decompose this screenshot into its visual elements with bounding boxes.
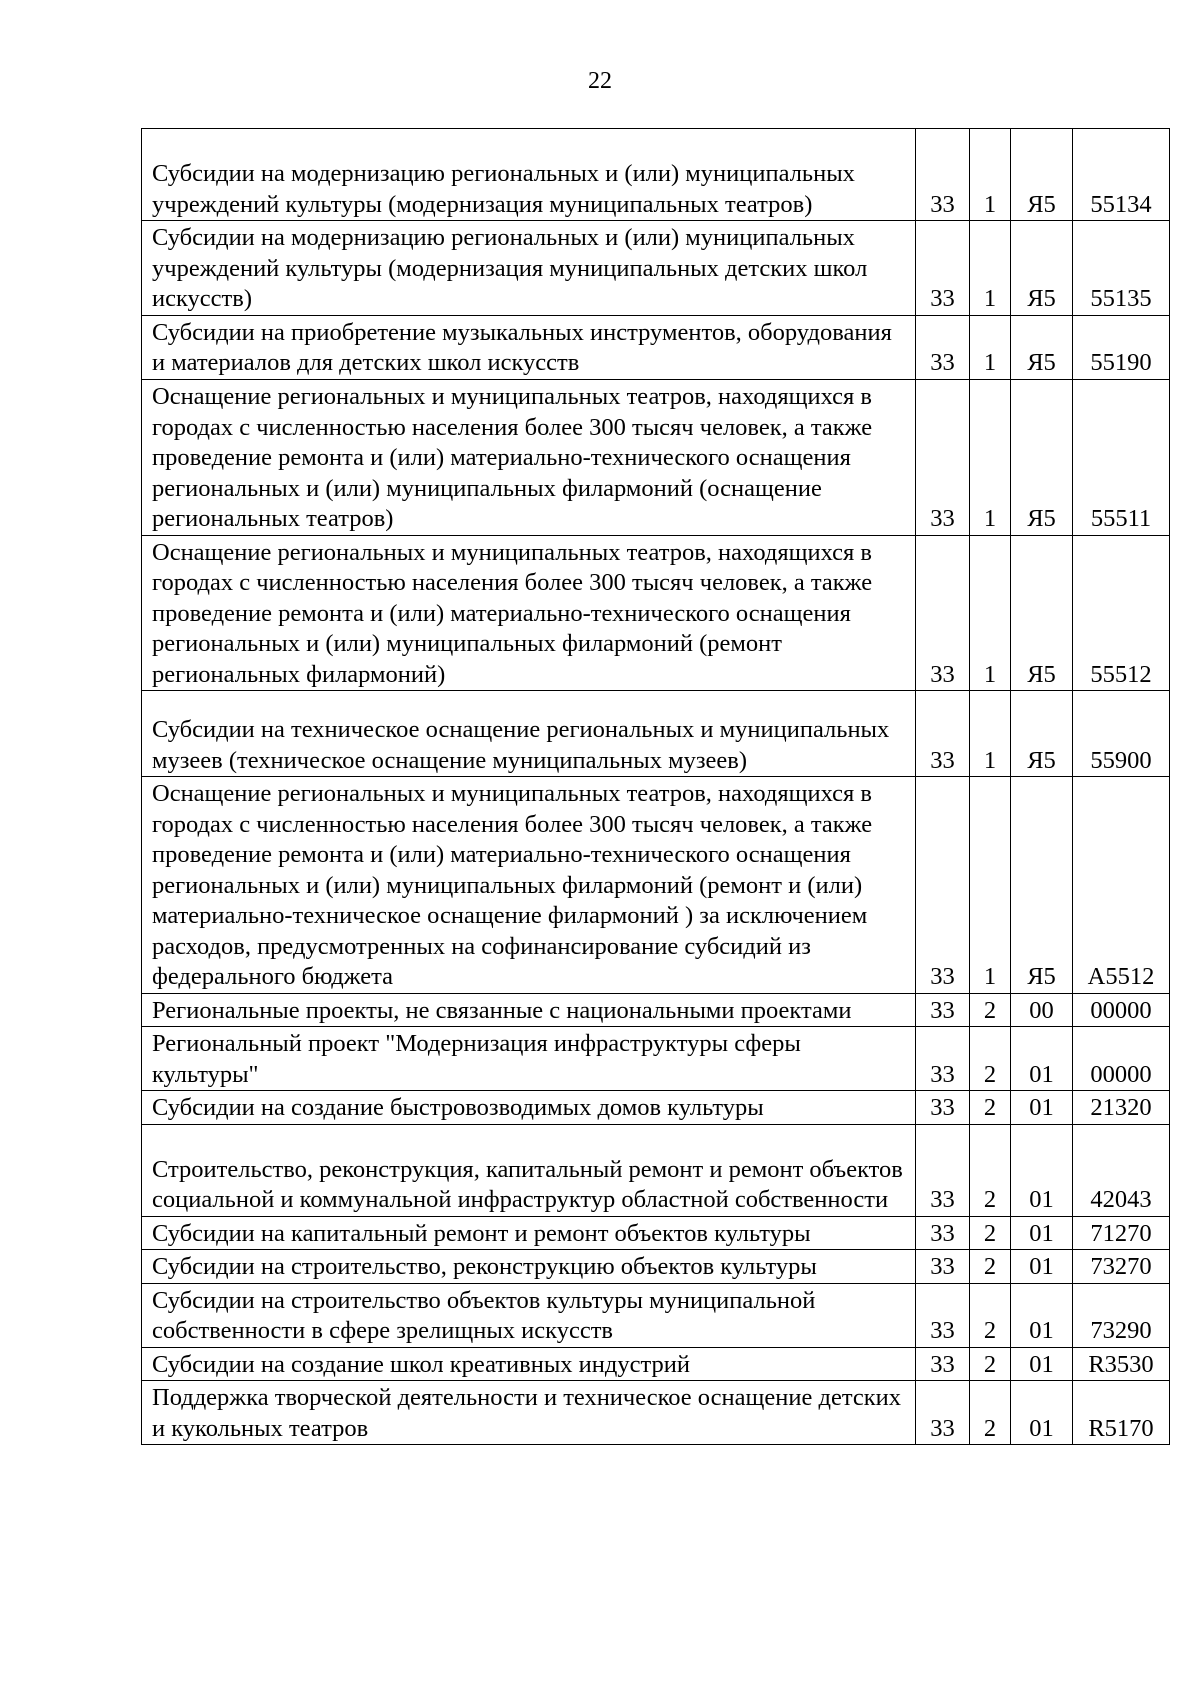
budget-classification-table: [141, 128, 1170, 1445]
direction-code: 00: [1011, 993, 1073, 1027]
table-row: [142, 1283, 1170, 1347]
expense-code: 55190: [1073, 315, 1170, 379]
table-row: [142, 379, 1170, 535]
expense-code: 00000: [1073, 993, 1170, 1027]
row-name: Субсидии на модернизацию региональных и (или) муниципальных учреждений культуры (модернизация муниципальных детских школ искусств): [142, 221, 916, 316]
program-code: 33: [916, 379, 970, 535]
row-name: Субсидии на приобретение музыкальных инструментов, оборудования и материалов для детских школ искусств: [142, 315, 916, 379]
row-name: Субсидии на создание школ креативных индустрий: [142, 1347, 916, 1381]
program-code: 33: [916, 1027, 970, 1091]
program-code: 33: [916, 1381, 970, 1445]
program-code: 33: [916, 1091, 970, 1125]
expense-code: 55900: [1073, 691, 1170, 777]
row-name: Строительство, реконструкция, капитальный ремонт и ремонт объектов социальной и коммунальной инфраструктур областной собственности: [142, 1124, 916, 1216]
subprogram-code: 2: [970, 1216, 1011, 1250]
direction-code: 01: [1011, 1027, 1073, 1091]
subprogram-code: 1: [970, 777, 1011, 994]
program-code: 33: [916, 1216, 970, 1250]
subprogram-code: 1: [970, 315, 1011, 379]
table-row: [142, 1027, 1170, 1091]
program-code: 33: [916, 1250, 970, 1284]
table-row: [142, 993, 1170, 1027]
subprogram-code: 1: [970, 535, 1011, 691]
direction-code: Я5: [1011, 691, 1073, 777]
direction-code: 01: [1011, 1283, 1073, 1347]
expense-code: 73270: [1073, 1250, 1170, 1284]
table-row: [142, 1216, 1170, 1250]
row-name: Субсидии на строительство, реконструкцию объектов культуры: [142, 1250, 916, 1284]
subprogram-code: 2: [970, 1283, 1011, 1347]
expense-code: 00000: [1073, 1027, 1170, 1091]
direction-code: 01: [1011, 1124, 1073, 1216]
direction-code: Я5: [1011, 535, 1073, 691]
direction-code: Я5: [1011, 221, 1073, 316]
subprogram-code: 1: [970, 129, 1011, 221]
table-row: [142, 777, 1170, 994]
row-name: Оснащение региональных и муниципальных театров, находящихся в городах с численностью населения более 300 тысяч человек, а также проведение ремонта и (или) материально-технического оснащения региональных и (или) муниципальных филармоний (ремонт региональных филармоний): [142, 535, 916, 691]
subprogram-code: 2: [970, 1091, 1011, 1125]
subprogram-code: 1: [970, 379, 1011, 535]
direction-code: Я5: [1011, 129, 1073, 221]
direction-code: 01: [1011, 1381, 1073, 1445]
expense-code: 73290: [1073, 1283, 1170, 1347]
expense-code: 42043: [1073, 1124, 1170, 1216]
subprogram-code: 1: [970, 691, 1011, 777]
subprogram-code: 2: [970, 1027, 1011, 1091]
subprogram-code: 2: [970, 1250, 1011, 1284]
row-name: Поддержка творческой деятельности и техническое оснащение детских и кукольных театров: [142, 1381, 916, 1445]
direction-code: Я5: [1011, 315, 1073, 379]
row-name: Оснащение региональных и муниципальных театров, находящихся в городах с численностью населения более 300 тысяч человек, а также проведение ремонта и (или) материально-технического оснащения региональных и (или) муниципальных филармоний (ремонт и (или) материально-техническое оснащение филармоний ) за исключением расходов, предусмотренных на софинансирование субсидий из федерального бюджета: [142, 777, 916, 994]
row-name: Оснащение региональных и муниципальных театров, находящихся в городах с численностью населения более 300 тысяч человек, а также проведение ремонта и (или) материально-технического оснащения региональных и (или) муниципальных филармоний (оснащение региональных театров): [142, 379, 916, 535]
program-code: 33: [916, 221, 970, 316]
table-row: [142, 691, 1170, 777]
expense-code: 55511: [1073, 379, 1170, 535]
row-name: Субсидии на капитальный ремонт и ремонт объектов культуры: [142, 1216, 916, 1250]
expense-code: 55135: [1073, 221, 1170, 316]
row-name: Субсидии на строительство объектов культуры муниципальной собственности в сфере зрелищных искусств: [142, 1283, 916, 1347]
direction-code: 01: [1011, 1250, 1073, 1284]
table-row: [142, 1250, 1170, 1284]
subprogram-code: 1: [970, 221, 1011, 316]
expense-code: 55512: [1073, 535, 1170, 691]
program-code: 33: [916, 777, 970, 994]
program-code: 33: [916, 993, 970, 1027]
table-row: [142, 535, 1170, 691]
direction-code: Я5: [1011, 379, 1073, 535]
subprogram-code: 2: [970, 1124, 1011, 1216]
program-code: 33: [916, 535, 970, 691]
program-code: 33: [916, 1283, 970, 1347]
program-code: 33: [916, 691, 970, 777]
table-row: [142, 1381, 1170, 1445]
expense-code: А5512: [1073, 777, 1170, 994]
direction-code: 01: [1011, 1216, 1073, 1250]
program-code: 33: [916, 1347, 970, 1381]
row-name: Субсидии на техническое оснащение региональных и муниципальных музеев (техническое оснащение муниципальных музеев): [142, 691, 916, 777]
table-row: [142, 1091, 1170, 1125]
direction-code: Я5: [1011, 777, 1073, 994]
table-row: [142, 221, 1170, 316]
expense-code: 21320: [1073, 1091, 1170, 1125]
subprogram-code: 2: [970, 993, 1011, 1027]
program-code: 33: [916, 315, 970, 379]
direction-code: 01: [1011, 1347, 1073, 1381]
expense-code: 71270: [1073, 1216, 1170, 1250]
program-code: 33: [916, 1124, 970, 1216]
direction-code: 01: [1011, 1091, 1073, 1125]
subprogram-code: 2: [970, 1347, 1011, 1381]
row-name: Субсидии на модернизацию региональных и (или) муниципальных учреждений культуры (модернизация муниципальных театров): [142, 129, 916, 221]
program-code: 33: [916, 129, 970, 221]
row-name: Региональные проекты, не связанные с национальными проектами: [142, 993, 916, 1027]
expense-code: 55134: [1073, 129, 1170, 221]
page-number: 22: [588, 68, 612, 94]
expense-code: R3530: [1073, 1347, 1170, 1381]
row-name: Субсидии на создание быстровозводимых домов культуры: [142, 1091, 916, 1125]
expense-code: R5170: [1073, 1381, 1170, 1445]
table-row: [142, 1124, 1170, 1216]
subprogram-code: 2: [970, 1381, 1011, 1445]
table-row: [142, 1347, 1170, 1381]
row-name: Региональный проект "Модернизация инфраструктуры сферы культуры": [142, 1027, 916, 1091]
table-row: [142, 315, 1170, 379]
table-row: [142, 129, 1170, 221]
table-body: [142, 129, 1170, 1445]
